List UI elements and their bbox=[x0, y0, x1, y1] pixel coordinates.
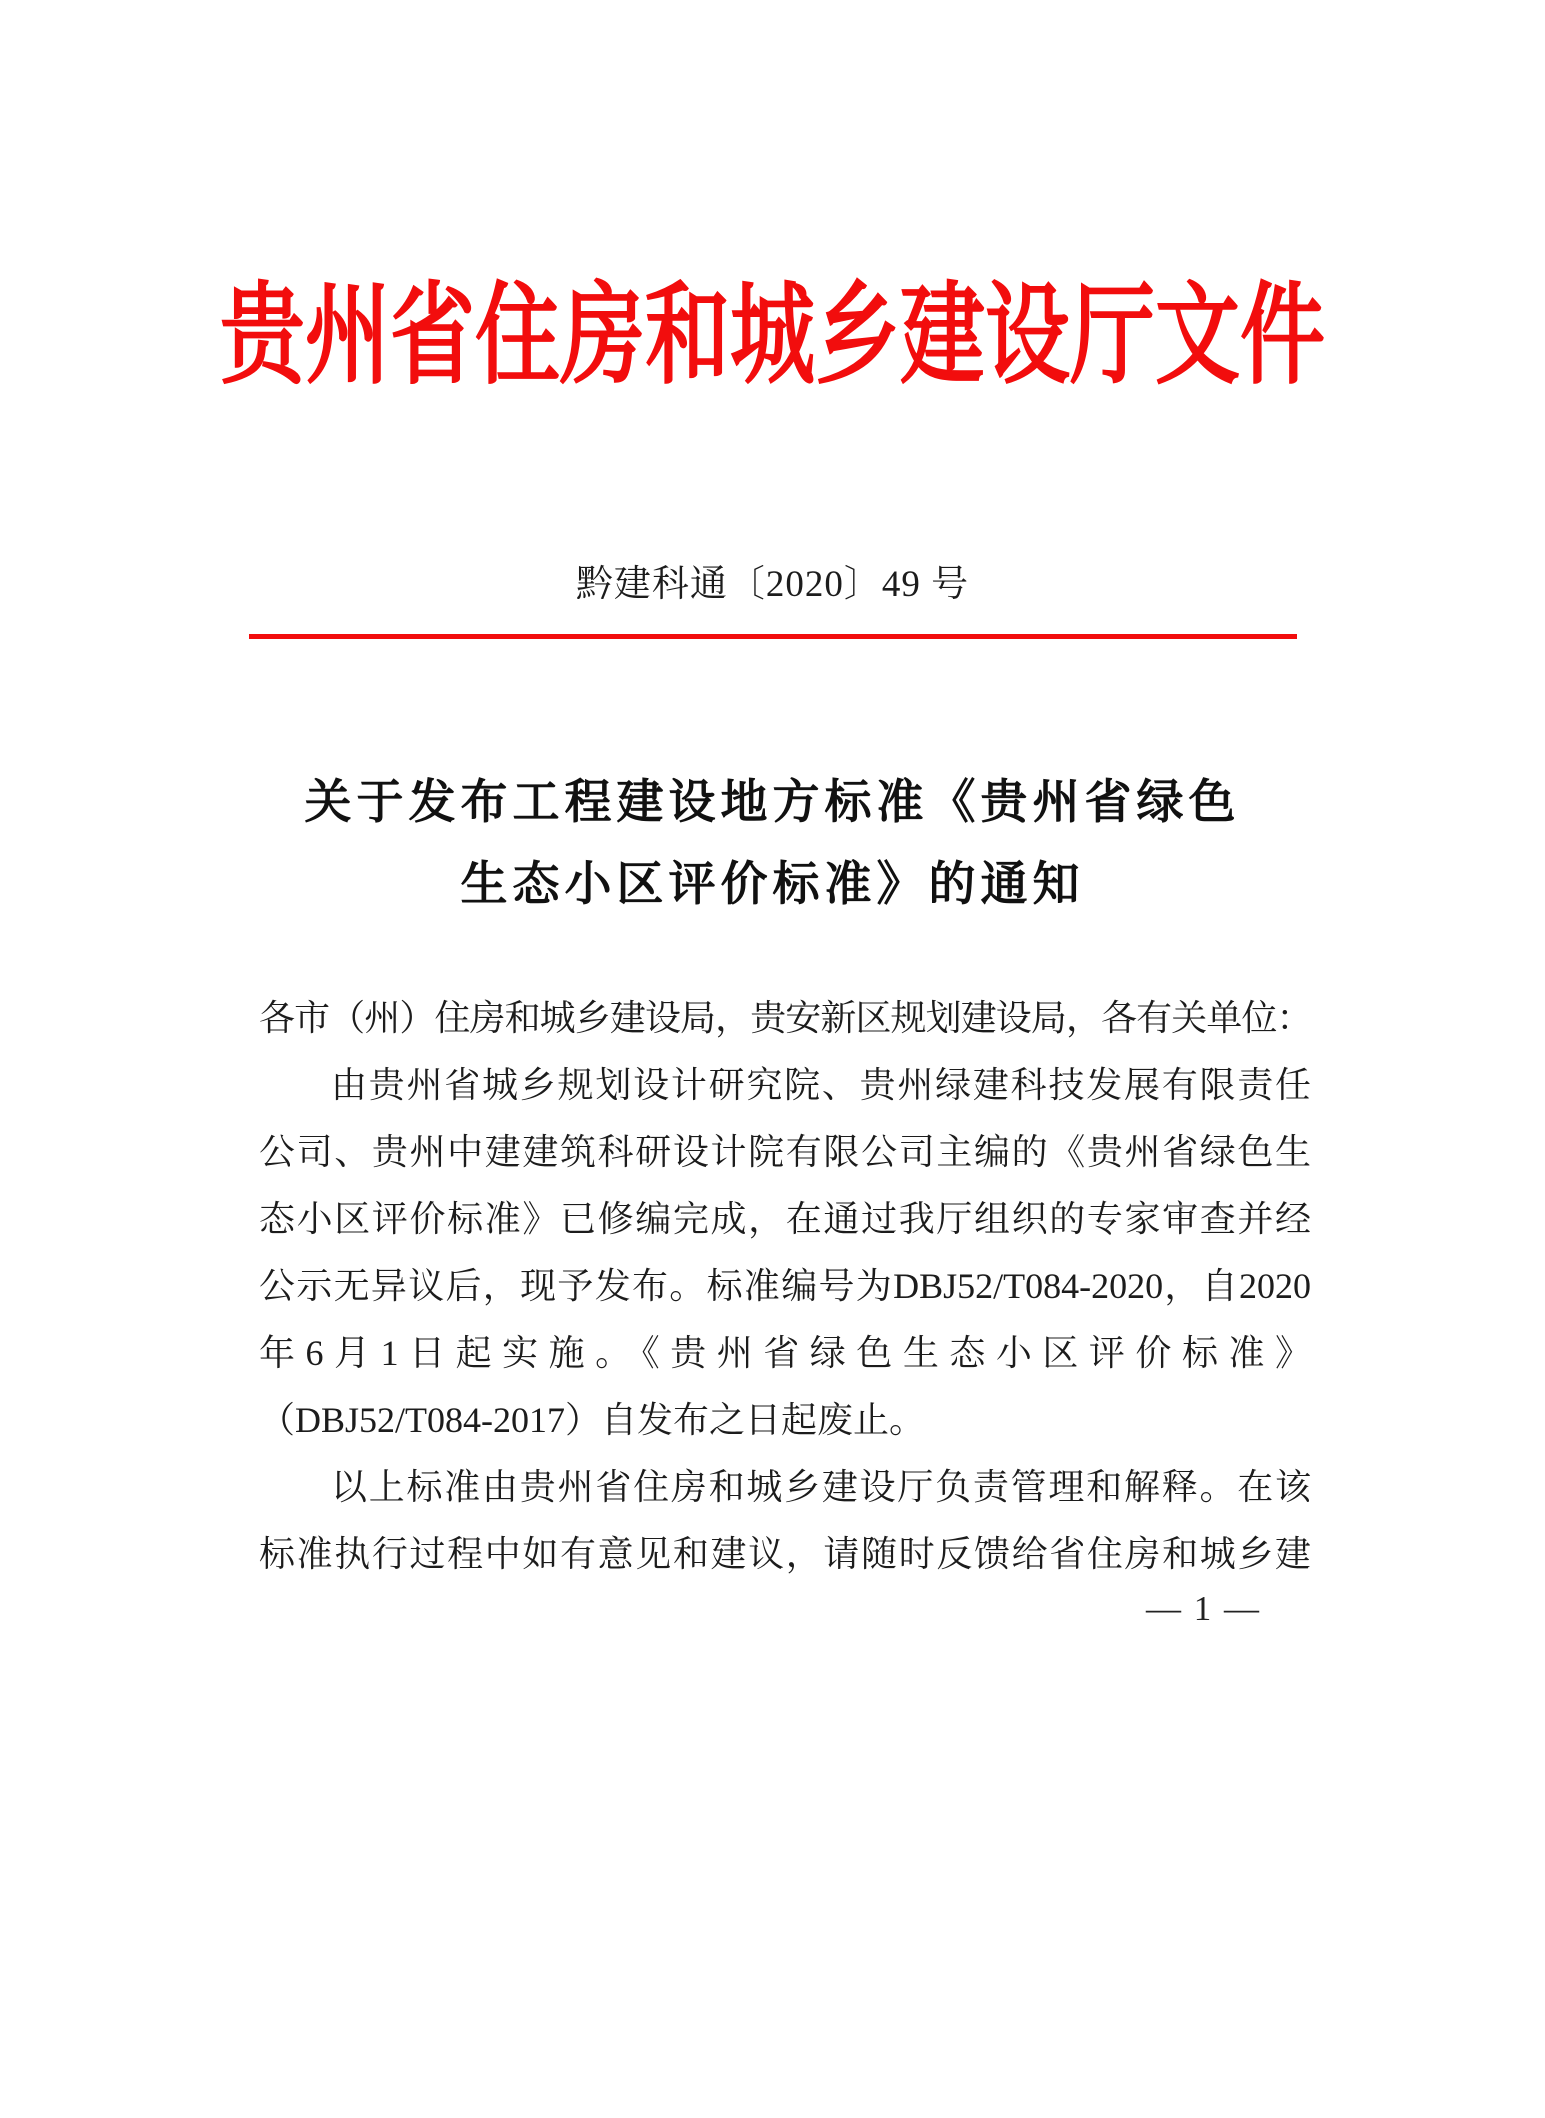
body-line: 标准执行过程中如有意见和建议，请随时反馈给省住房和城乡建 bbox=[259, 1534, 1311, 1574]
body-line: 由贵州省城乡规划设计研究院、贵州绿建科技发展有限责任 bbox=[331, 1065, 1311, 1105]
notice-title-line-2: 生态小区评价标准》的通知 bbox=[460, 859, 1085, 911]
body-line: 公司、贵州中建建筑科研设计院有限公司主编的《贵州省绿色生 bbox=[259, 1132, 1311, 1172]
body-line: 以上标准由贵州省住房和城乡建设厅负责管理和解释。在该 bbox=[331, 1467, 1311, 1507]
notice-title bbox=[0, 762, 1545, 926]
page-number: — 1 — bbox=[1146, 1589, 1261, 1628]
notice-title-line-1: 关于发布工程建设地方标准《贵州省绿色 bbox=[304, 777, 1241, 829]
body-line: 公示无异议后，现予发布。标准编号为DBJ52/T084-2020，自2020 bbox=[259, 1266, 1311, 1306]
document-number: 黔建科通〔2020〕49 号 bbox=[575, 564, 970, 605]
red-divider-line bbox=[249, 634, 1297, 639]
body-line: 态小区评价标准》已修编完成，在通过我厅组织的专家审查并经 bbox=[259, 1199, 1311, 1239]
document-body bbox=[259, 985, 1311, 1588]
body-line: （DBJ52/T084-2017）自发布之日起废止。 bbox=[259, 1400, 926, 1440]
letterhead-title: 贵州省住房和城乡建设厅文件 bbox=[219, 275, 1325, 398]
body-line: 年6月1日起实施。《贵州省绿色生态小区评价标准》 bbox=[259, 1333, 1311, 1373]
body-line-salutation: 各市（州）住房和城乡建设局，贵安新区规划建设局，各有关单位： bbox=[259, 998, 1311, 1038]
